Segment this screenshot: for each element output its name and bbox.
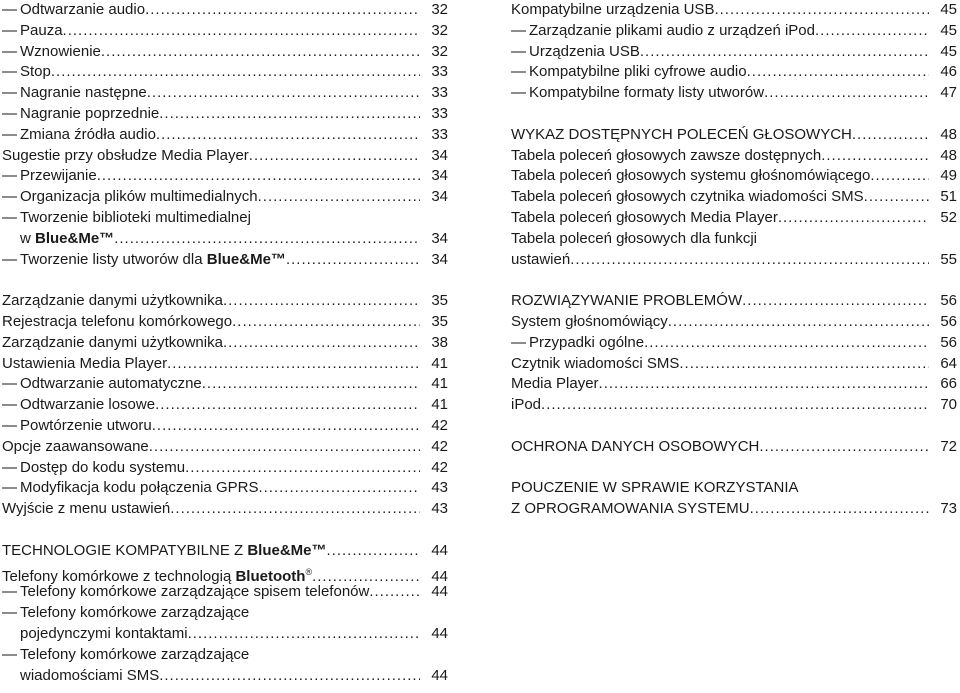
toc-entry	[2, 229, 448, 250]
toc-page-number: 44	[431, 567, 448, 585]
toc-page-number: 45	[940, 21, 957, 39]
toc-page-number: 32	[431, 42, 448, 60]
toc-leader-dots	[159, 104, 420, 125]
toc-leader-dots	[51, 62, 420, 83]
toc-entry	[2, 166, 448, 187]
toc-left-column	[2, 0, 448, 686]
toc-leader-dots	[167, 354, 420, 375]
toc-entry	[511, 208, 957, 229]
toc-entry	[2, 312, 448, 333]
toc-entry-label: WYKAZ DOSTĘPNYCH POLECEŃ GŁOSOWYCH	[511, 125, 852, 143]
toc-page-number: 34	[431, 167, 448, 185]
toc-dash: —	[2, 21, 17, 39]
toc-entry-label: iPod	[511, 396, 542, 414]
toc-entry	[511, 374, 957, 395]
toc-page-number: 45	[940, 1, 957, 18]
toc-entry	[511, 42, 957, 63]
toc-leader-dots	[327, 541, 420, 562]
toc-entry	[2, 21, 448, 42]
toc-leader-dots	[145, 0, 420, 21]
toc-entry-label: Nagranie poprzednie	[20, 104, 160, 122]
toc-leader-dots	[714, 0, 929, 21]
toc-entry-label: ustawień	[511, 250, 571, 268]
toc-entry-label: Zarządzanie danymi użytkownika	[2, 292, 223, 310]
toc-leader-dots	[159, 666, 420, 687]
toc-page-number: 56	[940, 312, 957, 330]
toc-entry-label: Tabela poleceń głosowych Media Player	[511, 208, 778, 226]
toc-page-number: 42	[431, 416, 448, 434]
toc-entry	[511, 499, 957, 520]
toc-entry	[511, 125, 957, 146]
toc-dash: —	[2, 125, 17, 143]
toc-dash: —	[2, 63, 17, 81]
toc-entry	[2, 395, 448, 416]
toc-entry-label: Przewijanie	[20, 167, 97, 185]
toc-leader-dots	[541, 395, 929, 416]
toc-entry-label: Kompatybilne urządzenia USB	[511, 1, 715, 18]
toc-page-number: 35	[431, 312, 448, 330]
toc-entry	[2, 104, 448, 125]
toc-dash: —	[2, 167, 17, 185]
toc-entry	[2, 582, 448, 603]
toc-entry-label: Modyfikacja kodu połączenia GPRS	[20, 479, 259, 497]
toc-entry-label: Dostęp do kodu systemu	[20, 458, 186, 476]
toc-leader-dots	[188, 624, 420, 645]
toc-entry-label: Telefony komórkowe zarządzające spisem telefonów	[20, 583, 370, 601]
toc-page-number: 32	[431, 1, 448, 18]
toc-entry	[2, 541, 448, 562]
toc-page-number: 43	[431, 479, 448, 497]
toc-leader-dots	[764, 83, 929, 104]
toc-page-number: 47	[940, 84, 957, 102]
toc-entry	[511, 146, 957, 167]
toc-leader-dots	[852, 125, 929, 146]
toc-leader-dots	[232, 312, 420, 333]
toc-entry-label: Telefony komórkowe z technologią Bluetooth®	[2, 566, 313, 585]
toc-page-number: 66	[940, 375, 957, 393]
toc-entry-label: Odtwarzanie losowe	[20, 396, 156, 414]
toc-entry-label: Organizacja plików multimedialnych	[20, 188, 258, 206]
toc-dash: —	[2, 604, 17, 622]
toc-entry-label: Wznowienie	[20, 42, 101, 60]
toc-dash: —	[2, 396, 17, 414]
toc-leader-dots	[599, 374, 929, 395]
toc-dash: —	[511, 84, 526, 102]
brand-name: Blue&Me™	[206, 250, 286, 268]
toc-leader-dots	[101, 42, 420, 63]
toc-dash: —	[2, 42, 17, 60]
toc-page-number: 56	[940, 333, 957, 351]
toc-entry-label: wiadomościami SMS	[20, 666, 160, 684]
toc-entry	[2, 146, 448, 167]
toc-page-number: 41	[431, 354, 448, 372]
toc-entry	[2, 125, 448, 146]
toc-page-number: 41	[431, 375, 448, 393]
toc-leader-dots	[170, 499, 420, 520]
toc-entry	[2, 208, 448, 229]
toc-entry-label: Kompatybilne formaty listy utworów	[529, 84, 765, 102]
toc-entry	[511, 187, 957, 208]
toc-dash: —	[2, 188, 17, 206]
toc-dash: —	[2, 104, 17, 122]
toc-dash: —	[511, 42, 526, 60]
toc-entry	[511, 62, 957, 83]
toc-page-number: 33	[431, 63, 448, 81]
toc-entry-label: Urządzenia USB	[529, 42, 640, 60]
toc-leader-dots	[821, 146, 929, 167]
toc-page-number: 44	[431, 666, 448, 684]
toc-page-number: 56	[940, 292, 957, 310]
brand-name: Blue&Me™	[247, 541, 327, 559]
toc-page-number: 34	[431, 250, 448, 268]
toc-entry-label: Tabela poleceń głosowych dla funkcji	[511, 229, 757, 247]
toc-entry	[2, 478, 448, 499]
toc-entry-label: TECHNOLOGIE KOMPATYBILNE Z Blue&Me™	[2, 541, 327, 559]
toc-entry	[2, 250, 448, 271]
toc-entry-label: Tabela poleceń głosowych czytnika wiadomości SMS	[511, 188, 864, 206]
toc-page-number: 32	[431, 21, 448, 39]
toc-entry-label: POUCZENIE W SPRAWIE KORZYSTANIA	[511, 479, 799, 497]
toc-entry-label: Czytnik wiadomości SMS	[511, 354, 680, 372]
toc-leader-dots	[97, 166, 420, 187]
brand-name: Blue&Me™	[35, 229, 115, 247]
toc-entry-label: Pauza	[20, 21, 63, 39]
toc-dash: —	[2, 645, 17, 663]
toc-dash: —	[2, 375, 17, 393]
brand-name: Bluetooth	[235, 567, 306, 585]
toc-leader-dots	[63, 21, 420, 42]
toc-page-number: 48	[940, 125, 957, 143]
toc-leader-dots	[870, 166, 929, 187]
toc-page-number: 38	[431, 333, 448, 351]
toc-entry-label: OCHRONA DANYCH OSOBOWYCH	[511, 437, 760, 455]
toc-leader-dots	[759, 437, 929, 458]
toc-entry-label: Stop	[20, 63, 51, 81]
toc-leader-dots	[640, 42, 929, 63]
toc-entry-label: Tabela poleceń głosowych zawsze dostępnych	[511, 146, 822, 164]
toc-page-number: 70	[940, 396, 957, 414]
toc-entry	[511, 437, 957, 458]
toc-entry-label: Zmiana źródła audio	[20, 125, 156, 143]
toc-entry-label: Odtwarzanie automatyczne	[20, 375, 202, 393]
toc-leader-dots	[156, 125, 420, 146]
toc-dash: —	[2, 458, 17, 476]
toc-entry-label: Sugestie przy obsłudze Media Player	[2, 146, 249, 164]
toc-entry-label: Tworzenie listy utworów dla Blue&Me™	[20, 250, 286, 268]
toc-entry	[2, 437, 448, 458]
toc-entry	[511, 395, 957, 416]
toc-entry	[511, 166, 957, 187]
toc-entry-label: Z OPROGRAMOWANIA SYSTEMU	[511, 500, 750, 518]
toc-page-number: 44	[431, 624, 448, 642]
toc-entry	[2, 187, 448, 208]
toc-leader-dots	[258, 187, 420, 208]
toc-entry-label: Kompatybilne pliki cyfrowe audio	[529, 63, 747, 81]
toc-entry-label: Powtórzenie utworu	[20, 416, 152, 434]
toc-page-number: 49	[940, 167, 957, 185]
toc-dash: —	[2, 1, 17, 18]
toc-entry-label: Zarządzanie plikami audio z urządzeń iPod	[529, 21, 815, 39]
toc-page-number: 34	[431, 229, 448, 247]
toc-page-number: 43	[431, 500, 448, 518]
toc-leader-dots	[286, 250, 420, 271]
toc-entry	[511, 478, 957, 499]
toc-entry	[511, 333, 957, 354]
toc-leader-dots	[815, 21, 929, 42]
toc-leader-dots	[750, 499, 929, 520]
toc-entry	[2, 0, 448, 21]
toc-entry-label: Wyjście z menu ustawień	[2, 500, 171, 518]
toc-entry	[511, 354, 957, 375]
toc-page-number: 44	[431, 541, 448, 559]
toc-leader-dots	[570, 250, 929, 271]
toc-entry	[2, 354, 448, 375]
toc-page-number: 42	[431, 458, 448, 476]
toc-page-number: 55	[940, 250, 957, 268]
toc-page-number: 64	[940, 354, 957, 372]
toc-entry-label: Rejestracja telefonu komórkowego	[2, 312, 233, 330]
toc-entry	[2, 333, 448, 354]
toc-page-number: 52	[940, 208, 957, 226]
toc-leader-dots	[742, 291, 929, 312]
toc-page-number: 34	[431, 188, 448, 206]
toc-dash: —	[2, 479, 17, 497]
toc-leader-dots	[679, 354, 929, 375]
toc-leader-dots	[155, 395, 420, 416]
toc-leader-dots	[778, 208, 929, 229]
toc-leader-dots	[249, 146, 420, 167]
toc-entry-label: Przypadki ogólne	[529, 333, 645, 351]
toc-leader-dots	[185, 458, 420, 479]
toc-right-column	[511, 0, 957, 520]
toc-entry	[2, 416, 448, 437]
toc-entry	[2, 603, 448, 624]
toc-page-number: 44	[431, 583, 448, 601]
toc-page-number: 45	[940, 42, 957, 60]
toc-leader-dots	[149, 437, 420, 458]
toc-dash: —	[2, 208, 17, 226]
toc-page-number: 42	[431, 437, 448, 455]
toc-dash: —	[511, 333, 526, 351]
toc-entry	[2, 62, 448, 83]
toc-leader-dots	[223, 333, 420, 354]
toc-page-number: 35	[431, 292, 448, 310]
toc-entry	[2, 458, 448, 479]
toc-page-number: 34	[431, 146, 448, 164]
toc-entry-label: Tworzenie biblioteki multimedialnej	[20, 208, 251, 226]
toc-leader-dots	[223, 291, 420, 312]
toc-entry	[2, 83, 448, 104]
toc-entry	[2, 562, 448, 583]
toc-page-number: 33	[431, 125, 448, 143]
toc-dash: —	[2, 583, 17, 601]
toc-page-number: 51	[940, 188, 957, 206]
toc-page-number: 72	[940, 437, 957, 455]
toc-entry-label: pojedynczymi kontaktami	[20, 624, 188, 642]
toc-entry-label: ROZWIĄZYWANIE PROBLEMÓW	[511, 292, 743, 310]
toc-dash: —	[2, 416, 17, 434]
toc-leader-dots	[202, 374, 420, 395]
toc-page-number: 46	[940, 63, 957, 81]
toc-entry-label: Opcje zaawansowane	[2, 437, 149, 455]
toc-entry-label: Ustawienia Media Player	[2, 354, 168, 372]
toc-entry	[2, 499, 448, 520]
toc-page-number: 48	[940, 146, 957, 164]
toc-leader-dots	[152, 416, 420, 437]
toc-entry-label: Tabela poleceń głosowych systemu głośnomówiącego	[511, 167, 871, 185]
toc-page-number: 33	[431, 104, 448, 122]
toc-entry	[511, 250, 957, 271]
toc-entry	[511, 291, 957, 312]
toc-leader-dots	[864, 187, 929, 208]
toc-leader-dots	[114, 229, 420, 250]
toc-entry-label: Zarządzanie danymi użytkownika	[2, 333, 223, 351]
toc-dash: —	[511, 63, 526, 81]
toc-entry-label: Telefony komórkowe zarządzające	[20, 645, 250, 663]
toc-leader-dots	[747, 62, 929, 83]
toc-leader-dots	[668, 312, 929, 333]
toc-entry	[2, 42, 448, 63]
toc-entry	[511, 312, 957, 333]
toc-leader-dots	[644, 333, 929, 354]
toc-leader-dots	[258, 478, 420, 499]
toc-entry	[511, 229, 957, 250]
toc-entry-label: Telefony komórkowe zarządzające	[20, 604, 250, 622]
toc-dash: —	[2, 84, 17, 102]
toc-entry-label: Odtwarzanie audio	[20, 1, 146, 18]
toc-entry-label: Media Player	[511, 375, 599, 393]
toc-entry	[2, 374, 448, 395]
registered-mark: ®	[305, 566, 313, 577]
toc-page-number: 73	[940, 500, 957, 518]
toc-entry	[511, 0, 957, 21]
toc-page-number: 41	[431, 396, 448, 414]
toc-leader-dots	[369, 582, 420, 603]
toc-leader-dots	[147, 83, 420, 104]
toc-entry	[511, 83, 957, 104]
toc-entry-label: Nagranie następne	[20, 84, 147, 102]
toc-entry-label: System głośnomówiący	[511, 312, 668, 330]
toc-entry	[2, 645, 448, 666]
toc-entry	[511, 21, 957, 42]
toc-entry-label: w Blue&Me™	[20, 229, 115, 247]
toc-entry	[2, 666, 448, 687]
toc-entry	[2, 624, 448, 645]
toc-page-number: 33	[431, 84, 448, 102]
toc-dash: —	[2, 250, 17, 268]
toc-entry	[2, 291, 448, 312]
toc-dash: —	[511, 21, 526, 39]
